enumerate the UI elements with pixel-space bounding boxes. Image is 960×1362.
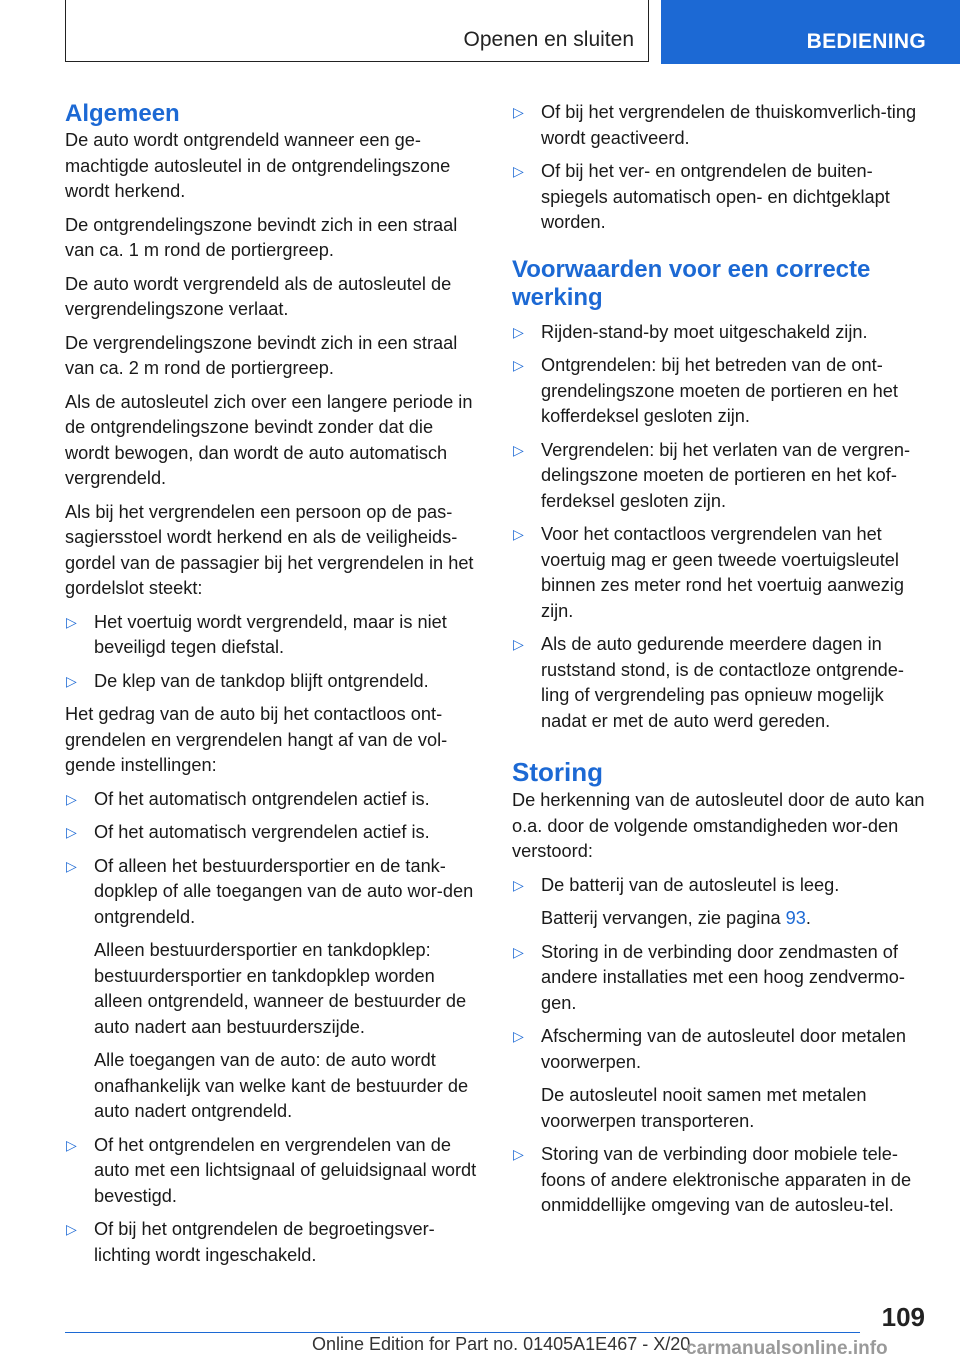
page-number: 109 <box>881 1302 925 1332</box>
triangle-right-icon: ▷ <box>66 1221 77 1237</box>
list-item <box>512 1142 930 1219</box>
list-item-text: Of bij het ver- en ontgrendelen de buiten-spiegels automatisch open- en dichtgeklapt worden. <box>541 161 890 232</box>
triangle-right-icon: ▷ <box>513 104 524 120</box>
list-item <box>65 1133 477 1210</box>
list-item-text: Als de auto gedurende meerdere dagen in ruststand stond, is de contactloze ontgrende-ling of vergrendeling pas opnieuw mogelijk nadat er met de auto werd gereden. <box>541 634 904 731</box>
list-item-subtext: Alleen bestuurdersportier en tankdopklep: bestuurdersportier en tankdopklep worden alleen ontgrendeld, wanneer de bestuurder de auto nadert aan bestuurderszijde. <box>94 940 467 1037</box>
list-item-subtext: De autosleutel nooit samen met metalen voorwerpen transporteren. <box>541 1085 867 1131</box>
list-item-text: Het voertuig wordt vergrendeld, maar is niet beveiligd tegen diefstal. <box>94 611 447 657</box>
page-header <box>65 0 960 64</box>
paragraph: Als bij het vergrendelen een persoon op de pas-sagiersstoel wordt herkend en als de veiligheids-gordel van de passagier bij het vergrendelen in het gordelslot steekt: <box>65 501 474 598</box>
list-item <box>512 159 930 236</box>
list-item-text: Of het ontgrendelen en vergrendelen van de auto met een lichtsignaal of geluidsignaal wordt bevestigd. <box>94 1134 477 1206</box>
list-item <box>512 873 930 932</box>
triangle-right-icon: ▷ <box>513 943 524 960</box>
edition-text: Online Edition for Part no. 01405A1E467 - X/20 <box>312 1334 691 1354</box>
triangle-right-icon: ▷ <box>513 636 524 652</box>
footer-divider <box>65 1332 860 1333</box>
list-item-subtext: Alle toegangen van de auto: de auto wordt onafhankelijk van welke kant de bestuurder de auto nadert ontgrendeld. <box>94 1050 469 1121</box>
bullet-list <box>65 610 477 695</box>
list-item <box>512 438 930 515</box>
list-item-text: Of het automatisch ontgrendelen actief is. <box>94 788 430 809</box>
triangle-right-icon: ▷ <box>66 672 77 689</box>
paragraph: De herkenning van de autosleutel door de auto kan o.a. door de volgende omstandigheden wor-den verstoord: <box>512 790 925 861</box>
list-item-text: Rijden-stand-by moet uitgeschakeld zijn. <box>541 321 868 342</box>
subtext-end: . <box>805 908 811 928</box>
subtext-start: Batterij vervangen, zie pagina <box>541 908 786 928</box>
list-item <box>65 610 477 661</box>
triangle-right-icon: ▷ <box>513 1028 524 1044</box>
list-item <box>512 632 930 734</box>
triangle-right-icon: ▷ <box>513 441 524 458</box>
bullet-list <box>512 873 930 1219</box>
list-item-text: Of bij het ontgrendelen de begroetingsver-lichting wordt ingeschakeld. <box>94 1219 435 1265</box>
left-column <box>65 100 477 1276</box>
list-item <box>65 787 477 813</box>
paragraph: Als de autosleutel zich over een langere periode in de ontgrendelingszone bevindt zonder dat die wordt bewogen, dan wordt de auto automatisch vergrendeld. <box>65 391 473 488</box>
chapter-title: BEDIENING <box>806 30 926 53</box>
list-item <box>65 854 477 1125</box>
triangle-right-icon: ▷ <box>513 323 524 340</box>
list-item <box>512 100 930 151</box>
right-column <box>512 100 930 1227</box>
list-item-text: Afscherming van de autosleutel door metalen voorwerpen. <box>541 1026 906 1072</box>
list-item-text: Of het automatisch vergrendelen actief is. <box>94 822 430 842</box>
triangle-right-icon: ▷ <box>66 857 77 874</box>
list-item-text: Ontgrendelen: bij het betreden van de ont-grendelingszone moeten de portieren en het kofferdeksel gesloten zijn. <box>541 355 898 426</box>
watermark: carmanualsonline.info <box>686 1338 888 1359</box>
triangle-right-icon: ▷ <box>513 163 524 179</box>
list-item <box>512 320 930 346</box>
list-item-text: Storing van de verbinding door mobiele tele-foons of andere elektronische apparaten in de onmiddellijke omgeving van de autosleu-tel. <box>541 1144 912 1215</box>
triangle-right-icon: ▷ <box>513 526 524 542</box>
list-item-text: Voor het contactloos vergrendelen van het voertuig mag er geen tweede voertuigsleutel binnen zes meter rond het voertuig aanwezig zijn. <box>541 524 904 621</box>
list-item-text: Vergrendelen: bij het verlaten van de vergren-delingszone moeten de portieren en het kof-ferdeksel gesloten zijn. <box>541 439 911 511</box>
heading-conditions: Voorwaarden voor een correcte werking <box>512 255 871 311</box>
list-item-text: Of alleen het bestuurdersportier en de tank-dopklep of alle toegangen van de auto wor-den ontgrendeld. <box>94 855 474 927</box>
list-item <box>65 1217 477 1268</box>
list-item <box>512 940 930 1017</box>
heading-fault: Storing <box>512 757 603 787</box>
list-item <box>65 669 477 695</box>
triangle-right-icon: ▷ <box>66 790 77 807</box>
triangle-right-icon: ▷ <box>66 613 77 630</box>
heading-general: Algemeen <box>65 100 180 127</box>
paragraph: Het gedrag van de auto bij het contactloos ont-grendelen en vergrendelen hangt af van de vol-gende instellingen: <box>65 704 448 775</box>
triangle-right-icon: ▷ <box>513 876 524 893</box>
list-item <box>512 522 930 624</box>
paragraph: De ontgrendelingszone bevindt zich in een straal van ca. 1 m rond de portiergreep. <box>65 214 458 260</box>
paragraph: De vergrendelingszone bevindt zich in een straal van ca. 2 m rond de portiergreep. <box>65 332 458 378</box>
bullet-list <box>512 100 930 236</box>
section-title: Openen en sluiten <box>463 28 634 51</box>
list-item <box>512 353 930 430</box>
list-item-subtext <box>541 906 930 932</box>
triangle-right-icon: ▷ <box>66 1136 77 1153</box>
paragraph: De auto wordt vergrendeld als de autosleutel de vergrendelingszone verlaat. <box>65 273 452 319</box>
list-item <box>512 1024 930 1134</box>
triangle-right-icon: ▷ <box>513 1146 524 1162</box>
list-item-text: Of bij het vergrendelen de thuiskomverlich-ting wordt geactiveerd. <box>541 102 917 148</box>
bullet-list <box>65 787 477 1269</box>
list-item <box>65 820 477 846</box>
paragraph: De auto wordt ontgrendeld wanneer een ge-machtigde autosleutel in de ontgrendelingszone wordt herkend. <box>65 130 451 201</box>
triangle-right-icon: ▷ <box>513 357 524 373</box>
page-link[interactable]: 93 <box>785 908 806 928</box>
triangle-right-icon: ▷ <box>66 824 77 840</box>
section-tab <box>65 0 649 62</box>
chapter-tab <box>661 0 960 64</box>
list-item-text: De batterij van de autosleutel is leeg. <box>541 874 840 895</box>
list-item-text: Storing in de verbinding door zendmasten of andere installaties met een hoog zendvermo-gen. <box>541 941 905 1013</box>
bullet-list <box>512 320 930 735</box>
list-item-text: De klep van de tankdop blijft ontgrendeld. <box>94 670 429 691</box>
